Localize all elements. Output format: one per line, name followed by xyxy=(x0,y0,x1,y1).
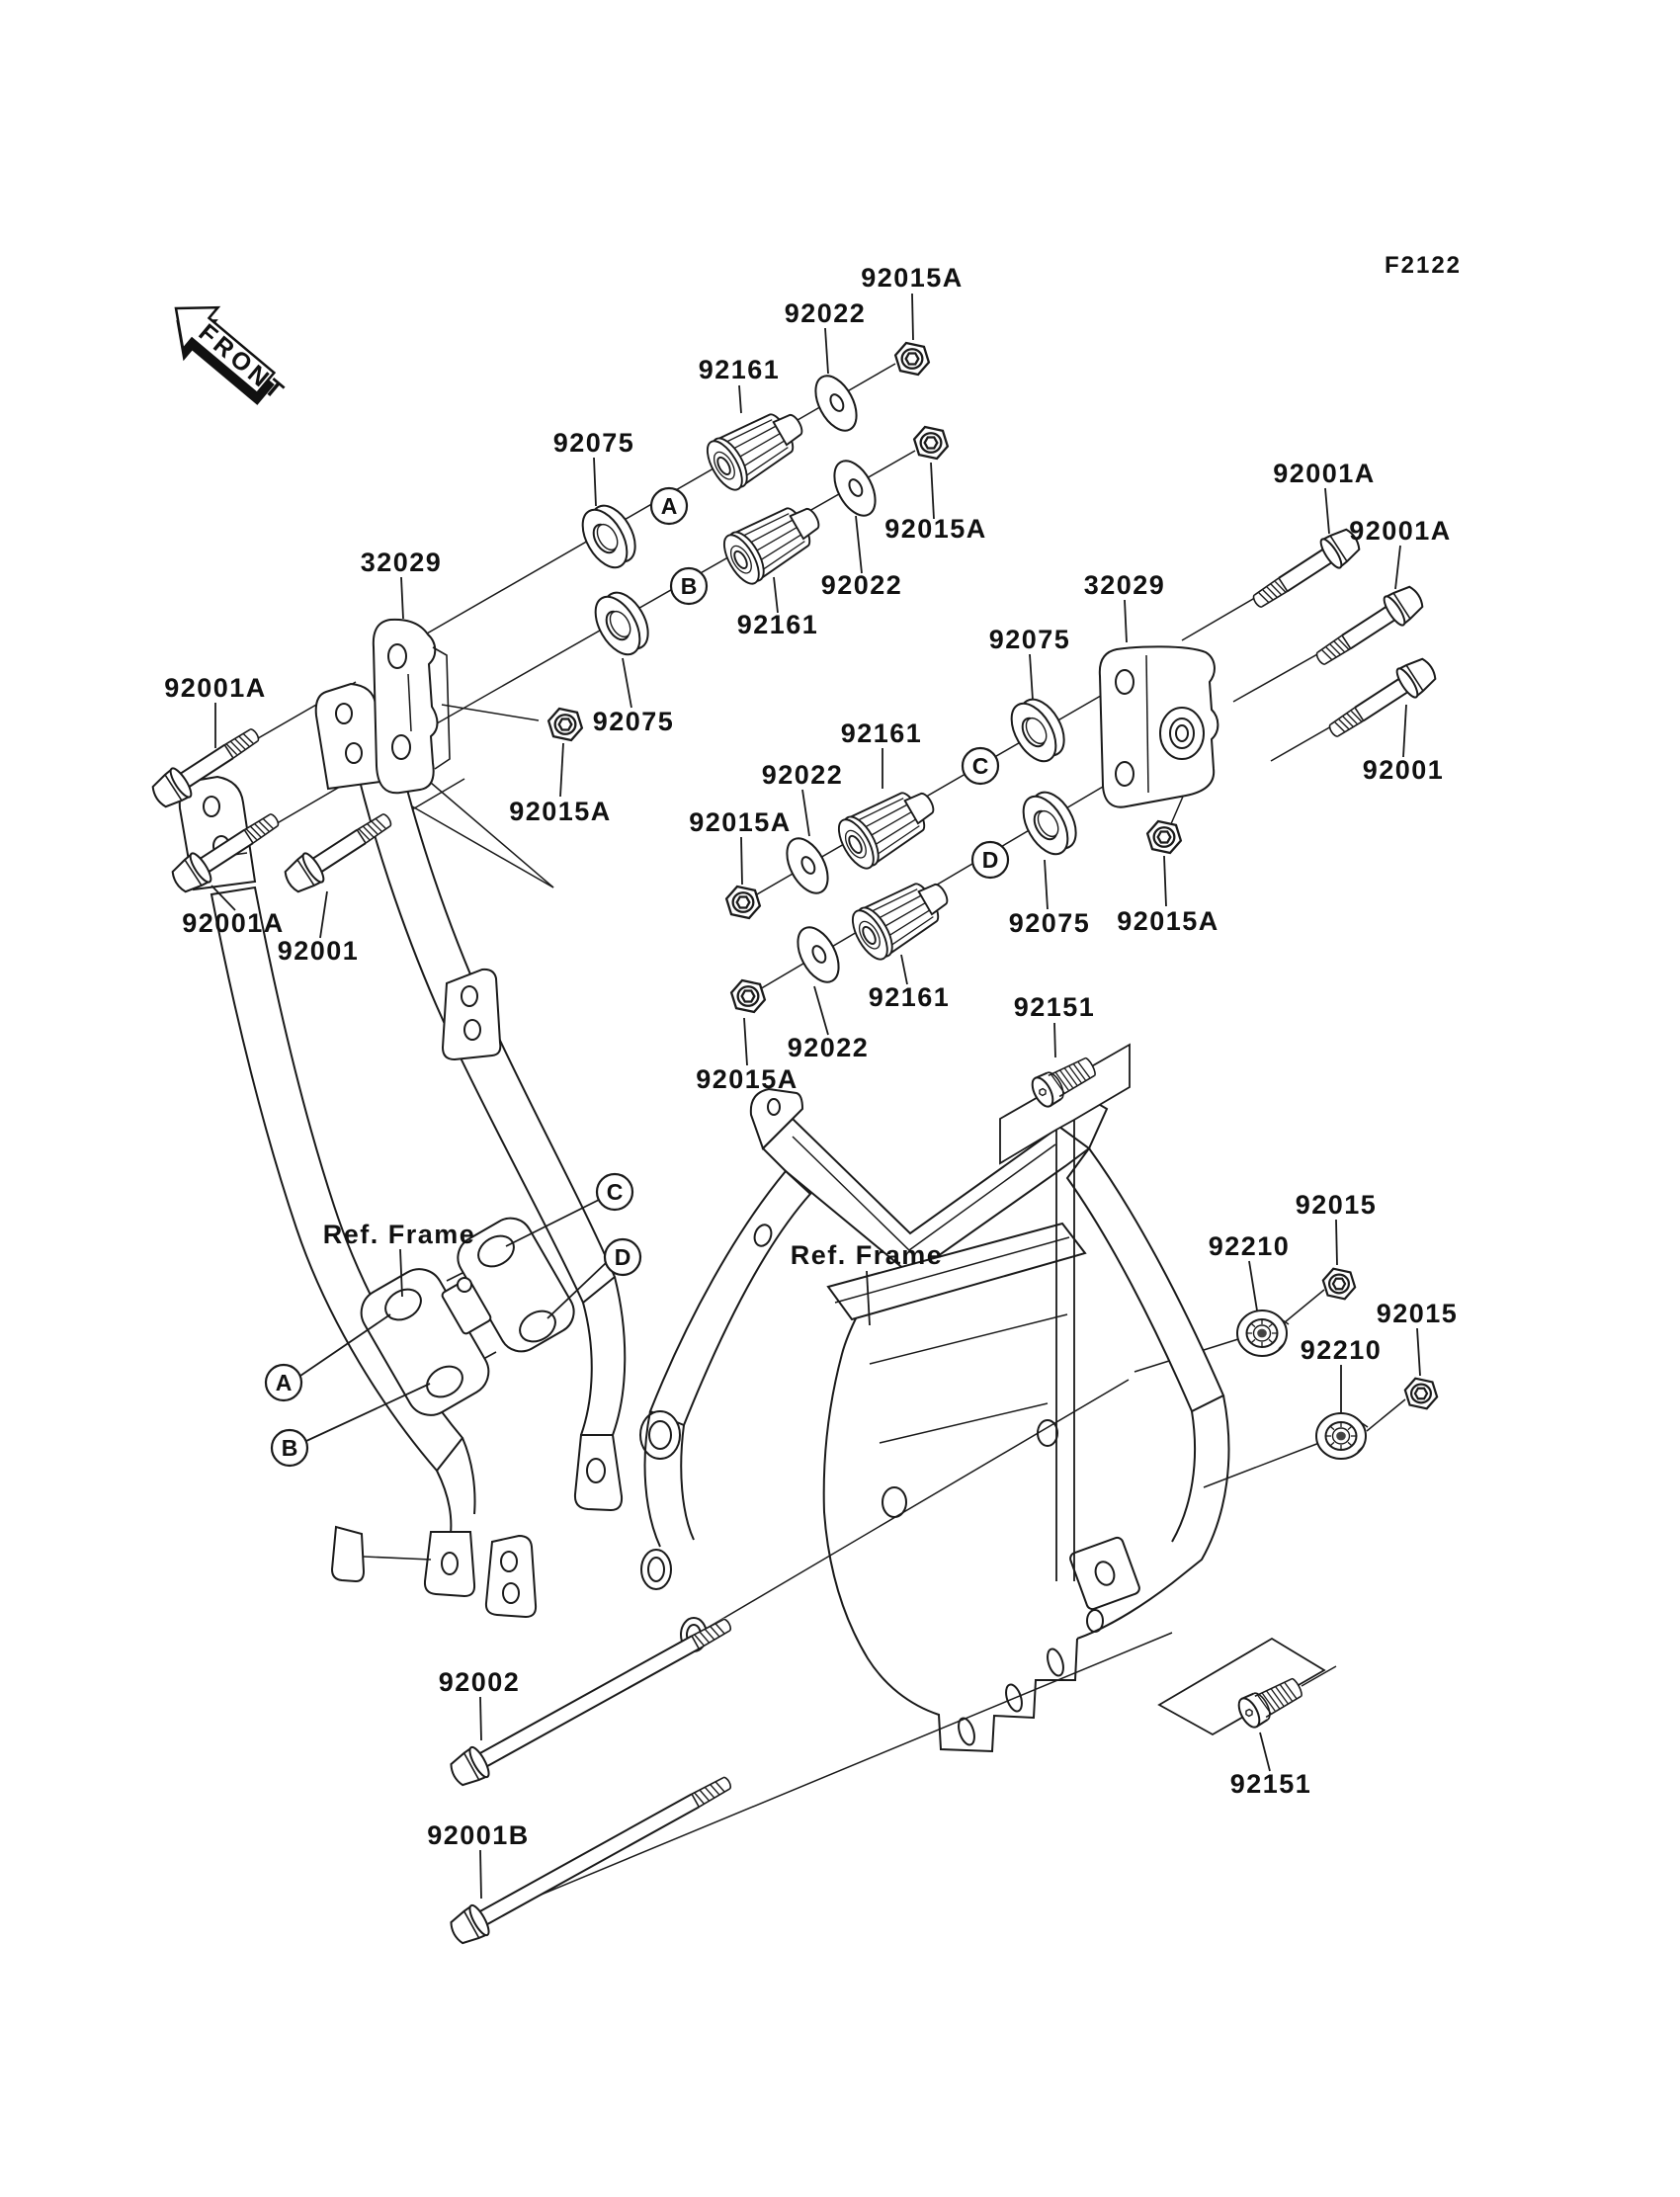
hex-nut-92015a-b xyxy=(911,425,951,460)
damper-bushing-92161-c xyxy=(832,778,945,874)
callout-D-upper xyxy=(972,842,1008,878)
part-label-92210: 92210 xyxy=(1208,1231,1291,1261)
part-label-92001a: 92001A xyxy=(164,673,267,703)
flat-washer-92022-a xyxy=(807,370,865,438)
damper-bushing-92161-b xyxy=(717,493,830,589)
part-label-92001a: 92001A xyxy=(1349,516,1452,546)
main-frame-illustration xyxy=(640,1089,1228,1751)
part-label-92015a: 92015A xyxy=(884,514,987,544)
flat-washer-92022-d xyxy=(790,921,847,989)
callout-A-frame xyxy=(266,1365,301,1400)
part-label-92015a: 92015A xyxy=(861,263,964,293)
long-bolt-92002 xyxy=(446,1609,737,1791)
part-label-92001: 92001 xyxy=(1362,755,1445,785)
callout-letter: D xyxy=(614,1244,631,1270)
flange-bolt-92001a-right-2 xyxy=(1309,581,1427,674)
part-label-92075: 92075 xyxy=(988,625,1071,654)
part-label-92161: 92161 xyxy=(840,718,923,748)
collar-washer-92075-b xyxy=(586,584,657,661)
callout-letter: A xyxy=(660,493,678,519)
part-label-92015a: 92015A xyxy=(509,797,612,826)
callout-B-upper xyxy=(671,568,707,604)
part-label-ref-frame: Ref. Frame xyxy=(322,1220,476,1249)
long-bolt-92001b xyxy=(446,1767,737,1949)
part-label-92075: 92075 xyxy=(1008,908,1091,938)
flat-washer-92022-c xyxy=(779,832,836,900)
collar-washer-92075-a xyxy=(573,497,644,574)
engine-bracket-right-32029 xyxy=(1100,646,1218,806)
lock-nut-92210-upper xyxy=(1237,1310,1289,1356)
callout-letter: D xyxy=(981,847,999,873)
part-label-ref-frame: Ref. Frame xyxy=(790,1240,944,1270)
labels-layer xyxy=(164,263,1458,1850)
part-label-32029: 32029 xyxy=(1083,570,1166,600)
part-label-92161: 92161 xyxy=(868,982,951,1012)
collar-washer-92075-c xyxy=(1002,691,1073,768)
part-label-92001a: 92001A xyxy=(1273,459,1376,488)
engine-bracket-left-32029 xyxy=(374,620,450,793)
part-label-92151: 92151 xyxy=(1229,1769,1312,1799)
callout-C-upper xyxy=(963,748,998,784)
callout-C-frame xyxy=(597,1174,632,1210)
part-label-92075: 92075 xyxy=(552,428,635,458)
front-arrow-label: FRONT xyxy=(193,318,292,408)
callout-letter: B xyxy=(281,1435,298,1461)
hex-nut-92015a-c xyxy=(723,885,763,919)
part-label-92022: 92022 xyxy=(787,1033,870,1062)
part-label-92015: 92015 xyxy=(1295,1190,1378,1220)
hex-nut-92015-lower xyxy=(1402,1377,1440,1410)
part-label-92002: 92002 xyxy=(438,1667,521,1697)
part-label-92022: 92022 xyxy=(784,298,867,328)
flange-bolt-92001a-right-1 xyxy=(1246,524,1364,617)
front-arrow xyxy=(153,288,299,425)
part-label-92022: 92022 xyxy=(761,760,844,790)
part-label-92151: 92151 xyxy=(1013,992,1096,1022)
part-label-92075: 92075 xyxy=(592,707,675,736)
part-label-92001a: 92001A xyxy=(182,908,285,938)
part-label-92001b: 92001B xyxy=(427,1820,530,1850)
hex-nut-92015a-right xyxy=(1144,819,1184,854)
part-label-92001: 92001 xyxy=(277,936,360,966)
part-label-32029: 32029 xyxy=(360,548,443,577)
callout-letter: C xyxy=(606,1179,624,1205)
callout-D-frame xyxy=(605,1239,640,1275)
callout-letter: B xyxy=(680,573,698,599)
part-label-92015a: 92015A xyxy=(696,1064,798,1094)
part-label-92015a: 92015A xyxy=(689,807,792,837)
flat-washer-92022-b xyxy=(826,455,883,523)
part-label-92210: 92210 xyxy=(1300,1335,1383,1365)
part-label-92015: 92015 xyxy=(1376,1299,1459,1328)
part-label-92022: 92022 xyxy=(820,570,903,600)
part-label-92161: 92161 xyxy=(736,610,819,639)
hex-nut-92015a-d xyxy=(728,978,768,1013)
part-label-92161: 92161 xyxy=(698,355,781,384)
callout-A-upper xyxy=(651,488,687,524)
hex-nut-92015a-left xyxy=(546,707,585,741)
lock-nut-92210-lower xyxy=(1316,1413,1368,1459)
collar-washer-92075-d xyxy=(1014,784,1085,861)
drawing-code: F2122 xyxy=(1384,252,1463,279)
part-label-92015a: 92015A xyxy=(1117,906,1219,936)
callout-letter: C xyxy=(971,753,989,779)
flange-bolt-92001-right xyxy=(1322,653,1440,746)
callout-B-frame xyxy=(272,1430,307,1466)
hex-nut-92015-upper xyxy=(1320,1267,1358,1301)
callout-letter: A xyxy=(275,1370,293,1395)
hex-nut-92015a-a xyxy=(892,341,932,376)
damper-bushing-92161-a xyxy=(701,399,813,495)
